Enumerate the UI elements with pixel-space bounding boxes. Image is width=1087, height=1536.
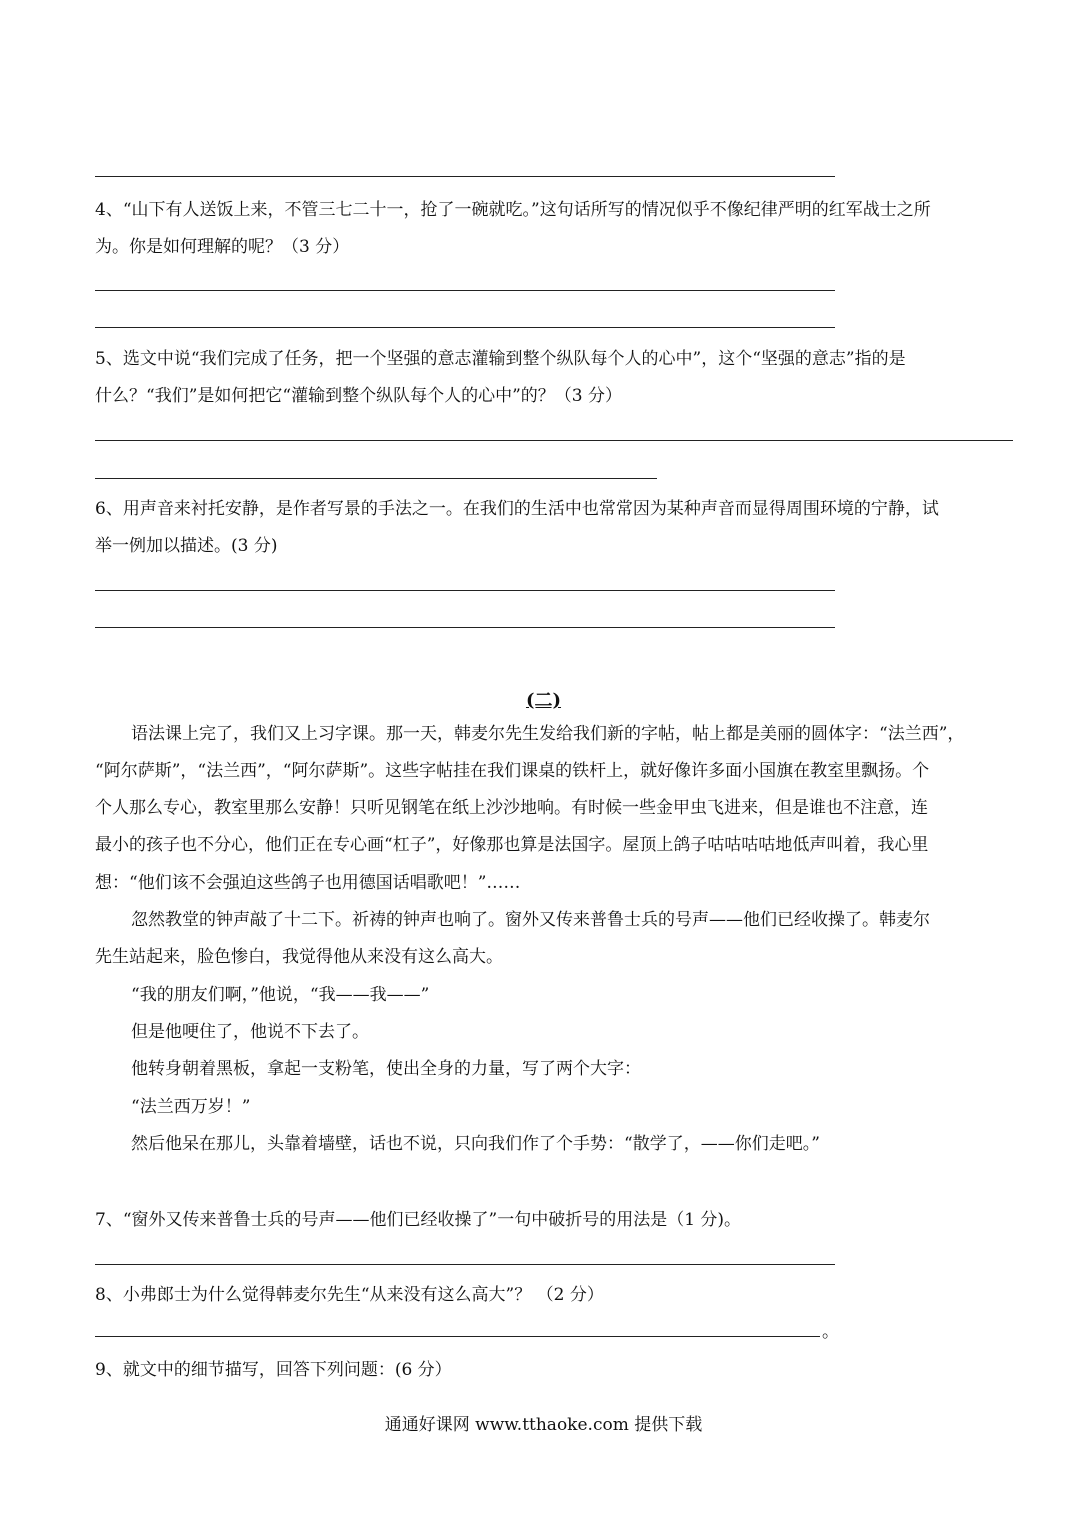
section-title: (二) [525,690,562,711]
answer-line[interactable] [95,627,835,628]
question-4-line-1: 4、“山下有人送饭上来，不管三七二十一，抢了一碗就吃。”这句话所写的情况似乎不像纪律严明的红军战士之所 [95,200,931,220]
answer-line[interactable] [95,290,835,291]
answer-line[interactable] [95,440,1013,441]
passage-line: “法兰西万岁！” [131,1097,251,1117]
question-9: 9、就文中的细节描写，回答下列问题：(6 分） [95,1360,452,1380]
question-6-line-2: 举一例加以描述。(3 分) [95,536,278,556]
passage-line: “我的朋友们啊，”他说，“我——我——” [131,985,430,1005]
answer-line-period: 。 [822,1322,839,1342]
passage-line: 个人那么专心，教室里那么安静！只听见钢笔在纸上沙沙地响。有时候一些金甲虫飞进来，但是谁也不注意，连 [95,798,928,818]
passage-line: 先生站起来，脸色惨白，我觉得他从来没有这么高大。 [95,947,503,967]
passage-line: 最小的孩子也不分心，他们正在专心画“杠子”，好像那也算是法国字。屋顶上鸽子咕咕咕咕地低声叫着，我心里 [95,835,929,855]
passage-line: 想：“他们该不会强迫这些鸽子也用德国话唱歌吧！”…… [95,873,521,893]
page-footer: 通通好课网 www.tthaoke.com 提供下载 [384,1415,703,1435]
passage-line: “阿尔萨斯”，“法兰西”，“阿尔萨斯”。这些字帖挂在我们课桌的铁杆上，就好像许多面小国旗在教室里飘扬。个 [95,761,930,781]
question-5-line-1: 5、选文中说“我们完成了任务，把一个坚强的意志灌输到整个纵队每个人的心中”，这个“坚强的意志”指的是 [95,349,906,369]
question-8: 8、小弗郎士为什么觉得韩麦尔先生“从来没有这么高大”？ （2 分） [95,1285,604,1305]
question-5-line-2: 什么？“我们”是如何把它“灌输到整个纵队每个人的心中”的？（3 分） [95,386,622,406]
answer-line[interactable] [95,176,835,177]
passage-line: 语法课上完了，我们又上习字课。那一天，韩麦尔先生发给我们新的字帖，帖上都是美丽的圆体字：“法兰西”， [131,724,965,744]
passage-line: 忽然教堂的钟声敲了十二下。祈祷的钟声也响了。窗外又传来普鲁士兵的号声——他们已经收操了。韩麦尔 [131,910,930,930]
answer-line[interactable] [95,327,835,328]
passage-line: 他转身朝着黑板，拿起一支粉笔，使出全身的力量，写了两个大字： [131,1059,641,1079]
question-6-line-1: 6、用声音来衬托安静，是作者写景的手法之一。在我们的生活中也常常因为某种声音而显得周围环境的宁静，试 [95,499,939,519]
answer-line[interactable] [95,1264,835,1265]
question-7: 7、“窗外又传来普鲁士兵的号声——他们已经收操了”一句中破折号的用法是（1 分)。 [95,1210,742,1230]
passage-line: 但是他哽住了，他说不下去了。 [131,1022,369,1042]
answer-line[interactable] [95,478,657,479]
question-4-line-2: 为。你是如何理解的呢？（3 分） [95,237,350,257]
passage-line: 然后他呆在那儿，头靠着墙壁，话也不说，只向我们作了个手势：“散学了，——你们走吧。” [131,1134,820,1154]
answer-line[interactable] [95,1336,820,1337]
answer-line[interactable] [95,590,835,591]
